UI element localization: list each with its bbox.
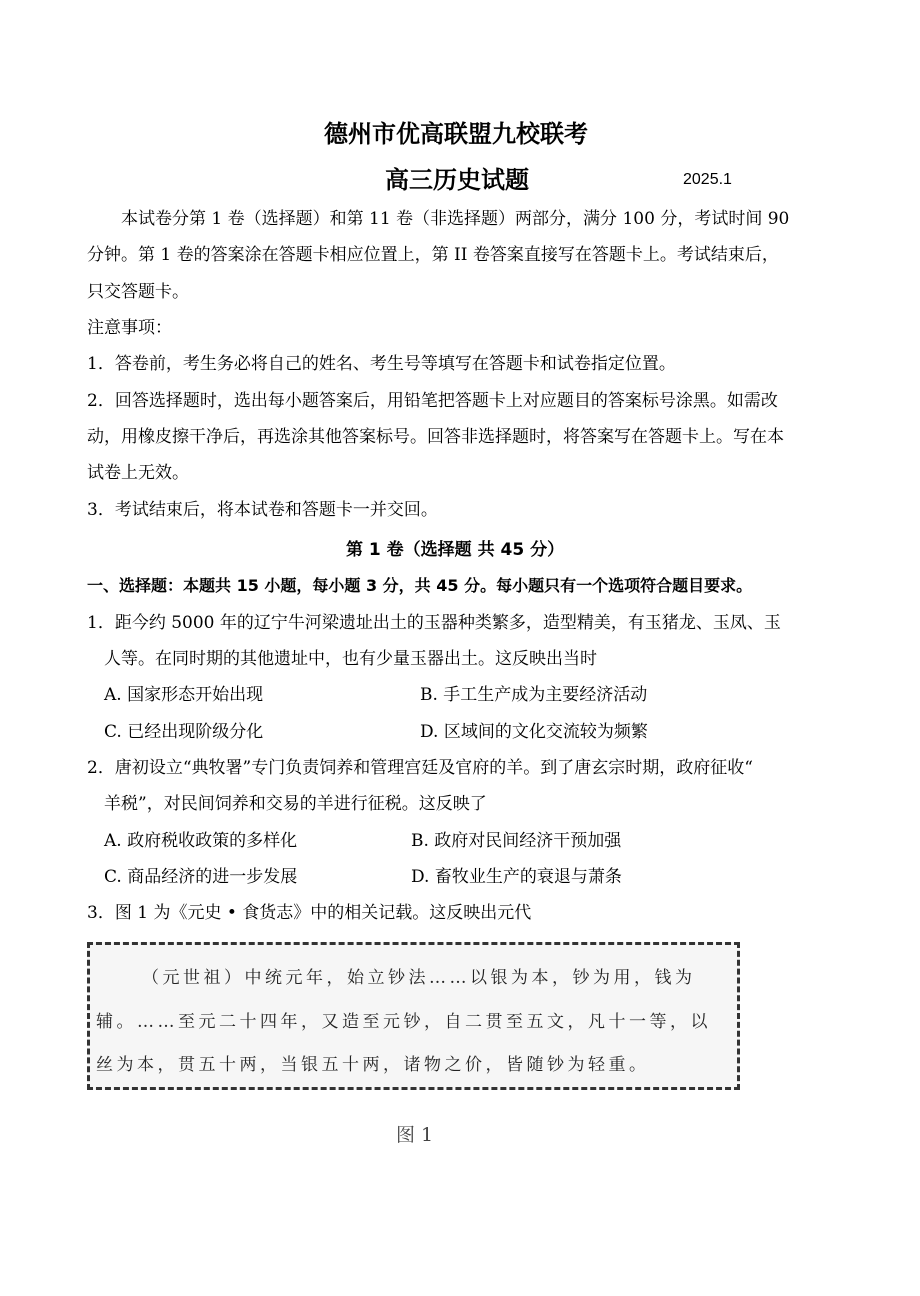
exam-subtitle: 高三历史试题 — [385, 166, 529, 194]
notice-item: 3．考试结束后，将本试卷和答题卡一并交回。 — [87, 500, 438, 520]
question-stem: 人等。在同时期的其他遗址中，也有少量玉器出土。这反映出当时 — [104, 649, 597, 669]
notice-title: 注意事项： — [87, 318, 172, 338]
option-c: C. 商品经济的进一步发展 — [104, 867, 298, 887]
intro-line: 只交答题卡。 — [87, 282, 189, 302]
notice-item: 试卷上无效。 — [87, 463, 189, 483]
intro-line: 分钟。第 1 卷的答案涂在答题卡相应位置上，第 II 卷答案直接写在答题卡上。考试结束后， — [87, 245, 779, 265]
question-stem: 2．唐初设立“典牧署”专门负责饲养和管理宫廷及官府的羊。到了唐玄宗时期，政府征收“ — [87, 758, 753, 778]
exam-title: 德州市优高联盟九校联考 — [324, 120, 588, 148]
notice-item: 2．回答选择题时，选出每小题答案后，用铅笔把答题卡上对应题目的答案标号涂黑。如需改 — [87, 391, 778, 411]
figure-text-line: 丝为本，贯五十两，当银五十两，诸物之价，皆随钞为轻重。 — [96, 1055, 650, 1075]
question-stem: 3．图 1 为《元史 • 食货志》中的相关记载。这反映出元代 — [87, 903, 532, 923]
figure-quote-box — [87, 942, 740, 1090]
section-instruction: 一、选择题：本题共 15 小题，每小题 3 分，共 45 分。每小题只有一个选项符合题目要求。 — [87, 576, 753, 595]
question-stem: 1．距今约 5000 年的辽宁牛河梁遗址出土的玉器种类繁多，造型精美，有玉猪龙、玉凤、玉 — [87, 613, 781, 633]
figure-caption: 图 1 — [396, 1124, 434, 1146]
option-a: A. 国家形态开始出现 — [104, 685, 264, 705]
figure-text-line: 辅。……至元二十四年，又造至元钞，自二贯至五文，凡十一等，以 — [96, 1012, 711, 1032]
question-stem: 羊税”，对民间饲养和交易的羊进行征税。这反映了 — [104, 794, 487, 814]
exam-date: 2025.1 — [683, 171, 732, 188]
option-b: B. 手工生产成为主要经济活动 — [420, 685, 648, 705]
section-heading: 第 1 卷（选择题 共 45 分） — [346, 540, 565, 560]
option-b: B. 政府对民间经济干预加强 — [411, 831, 622, 851]
option-a: A. 政府税收政策的多样化 — [104, 831, 298, 851]
notice-item: 1．答卷前，考生务必将自己的姓名、考生号等填写在答题卡和试卷指定位置。 — [87, 354, 676, 374]
option-d: D. 区域间的文化交流较为频繁 — [420, 722, 648, 742]
figure-text-line: （元世祖）中统元年，始立钞法……以银为本，钞为用，钱为 — [142, 968, 696, 988]
option-d: D. 畜牧业生产的衰退与萧条 — [411, 867, 622, 887]
notice-item: 动，用橡皮擦干净后，再选涂其他答案标号。回答非选择题时，将答案写在答题卡上。写在本 — [87, 427, 784, 447]
option-c: C. 已经出现阶级分化 — [104, 722, 264, 742]
intro-line: 本试卷分第 1 卷（选择题）和第 11 卷（非选择题）两部分，满分 100 分，考试时间 90 — [121, 209, 790, 229]
